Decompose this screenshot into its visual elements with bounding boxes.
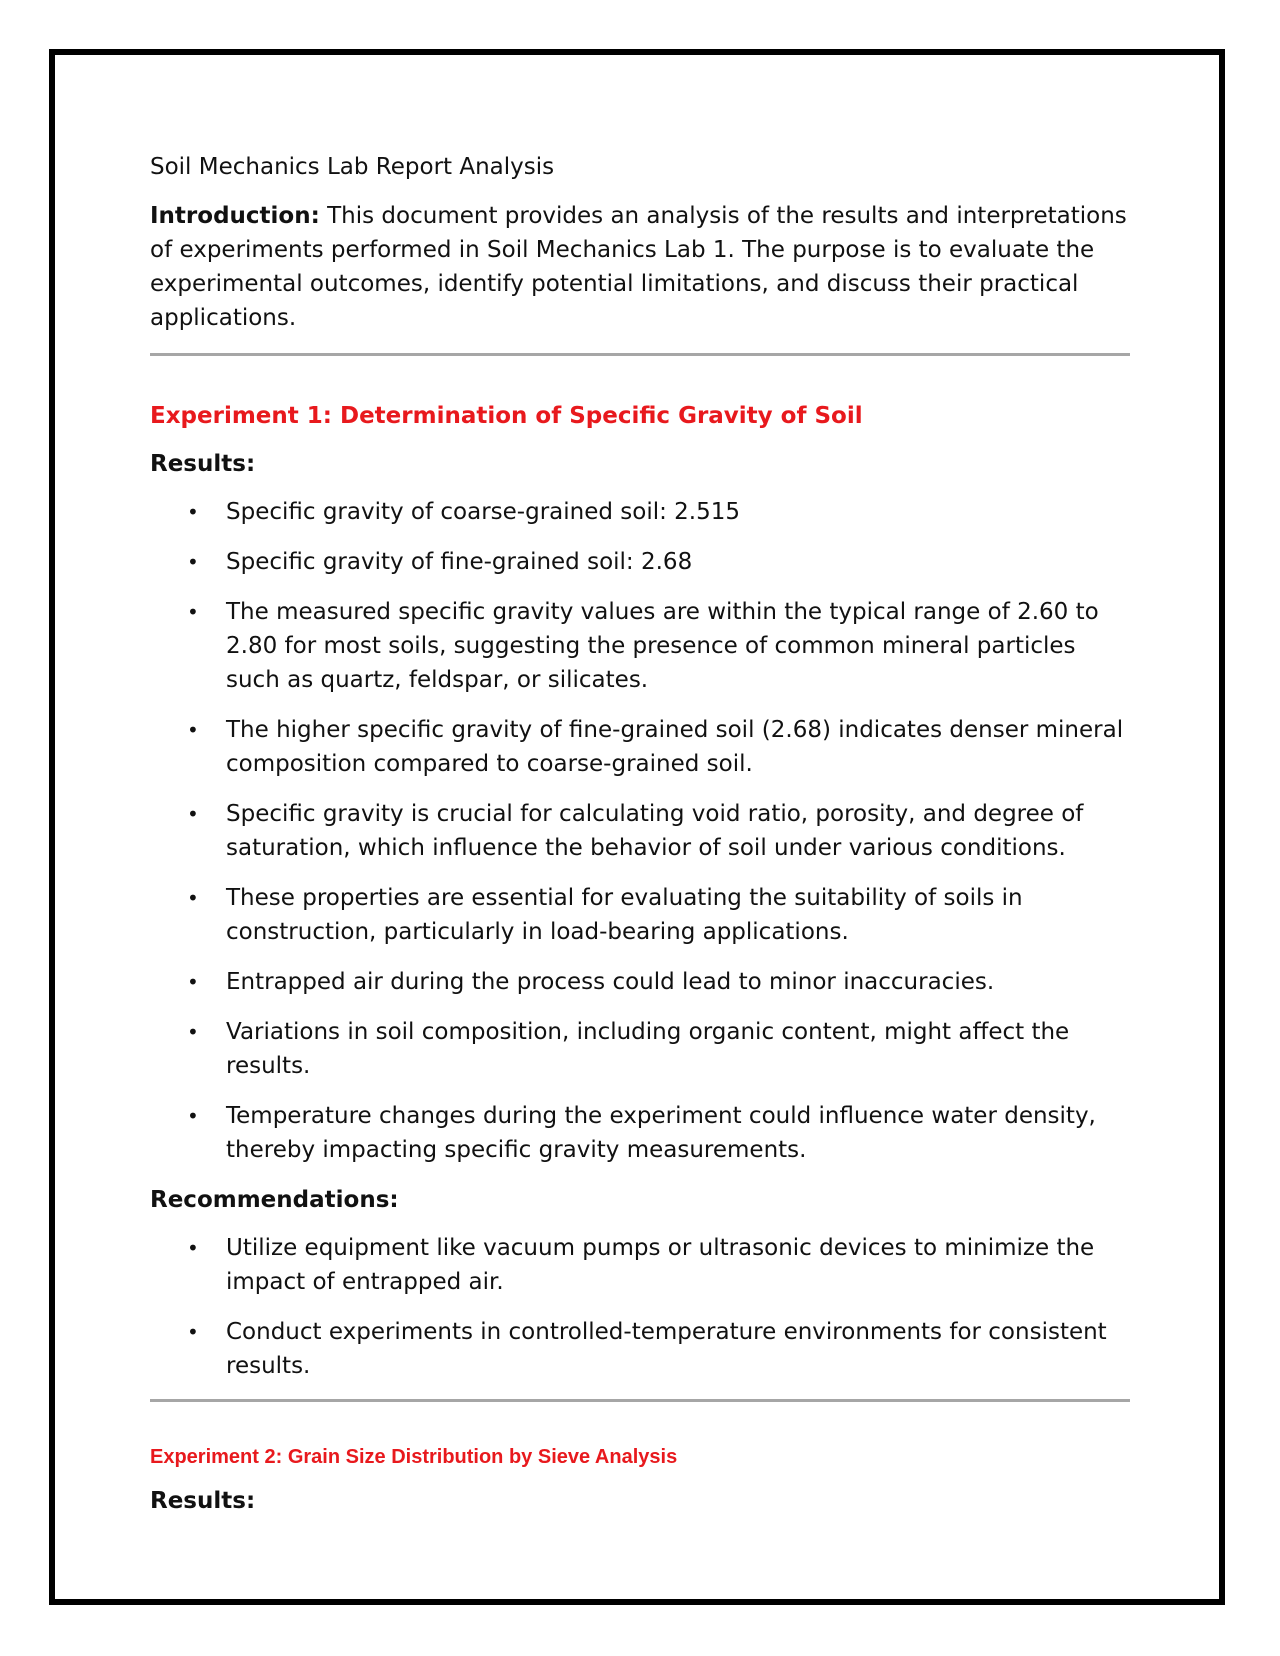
list-item — [150, 595, 1130, 697]
list-item — [150, 881, 1130, 949]
list-item — [150, 713, 1130, 781]
bullet-icon: • — [187, 1236, 199, 1260]
document-title: Soil Mechanics Lab Report Analysis — [150, 154, 555, 180]
bullet-icon: • — [187, 970, 199, 994]
list-item-text: The higher specific gravity of fine-grained soil (2.68) indicates denser mineral composition compared to coarse-grained soil. — [226, 717, 1124, 777]
section-divider — [150, 353, 1130, 356]
list-item-text: Specific gravity of coarse-grained soil: 2.515 — [226, 499, 741, 525]
introduction-text: This document provides an analysis of the results and interpretations of experiments performed in Soil Mechanics Lab 1. The purpose is to evaluate the experimental outcomes, identify potential limitations, and discuss their practical applications. — [150, 203, 1127, 331]
experiment-1-heading: Experiment 1: Determination of Specific Gravity of Soil — [150, 403, 863, 429]
list-item-text: Conduct experiments in controlled-temperature environments for consistent results. — [226, 1319, 1107, 1379]
bullet-icon: • — [187, 500, 199, 524]
bullet-icon: • — [187, 550, 199, 574]
list-item-text: These properties are essential for evaluating the suitability of soils in construction, particularly in load-bearing applications. — [226, 885, 1023, 945]
list-item-text: The measured specific gravity values are within the typical range of 2.60 to 2.80 for most soils, suggesting the presence of common mineral particles such as quartz, feldspar, or silicates. — [226, 599, 1099, 693]
list-item — [150, 1231, 1130, 1299]
list-item-text: Specific gravity is crucial for calculating void ratio, porosity, and degree of saturation, which influence the behavior of soil under various conditions. — [226, 801, 1084, 861]
list-item — [150, 1315, 1130, 1383]
list-item — [150, 495, 1130, 529]
experiment-1-results-label: Results: — [150, 451, 256, 477]
introduction-label: Introduction: — [150, 203, 320, 229]
bullet-icon: • — [187, 1104, 199, 1128]
list-item-text: Specific gravity of fine-grained soil: 2.68 — [226, 549, 693, 575]
bullet-icon: • — [187, 886, 199, 910]
experiment-2-results-label: Results: — [150, 1488, 256, 1514]
bullet-icon: • — [187, 600, 199, 624]
experiment-1-recommendations-label: Recommendations: — [150, 1187, 399, 1213]
experiment-1-recommendations-list — [150, 1231, 1130, 1383]
bullet-icon: • — [187, 718, 199, 742]
experiment-1-results-list — [150, 495, 1130, 1167]
introduction-paragraph — [150, 199, 1130, 335]
document-body — [150, 150, 1130, 1532]
list-item — [150, 797, 1130, 865]
list-item-text: Entrapped air during the process could lead to minor inaccuracies. — [226, 969, 995, 995]
bullet-icon: • — [187, 1320, 199, 1344]
bullet-icon: • — [187, 802, 199, 826]
experiment-2-heading: Experiment 2: Grain Size Distribution by Sieve Analysis — [150, 1446, 678, 1468]
section-divider — [150, 1399, 1130, 1402]
list-item-text: Utilize equipment like vacuum pumps or ultrasonic devices to minimize the impact of entrapped air. — [226, 1235, 1095, 1295]
list-item — [150, 965, 1130, 999]
list-item-text: Variations in soil composition, including organic content, might affect the results. — [226, 1019, 1070, 1079]
list-item — [150, 1015, 1130, 1083]
bullet-icon: • — [187, 1020, 199, 1044]
list-item-text: Temperature changes during the experiment could influence water density, thereby impacting specific gravity measurements. — [226, 1103, 1096, 1163]
list-item — [150, 1099, 1130, 1167]
list-item — [150, 545, 1130, 579]
